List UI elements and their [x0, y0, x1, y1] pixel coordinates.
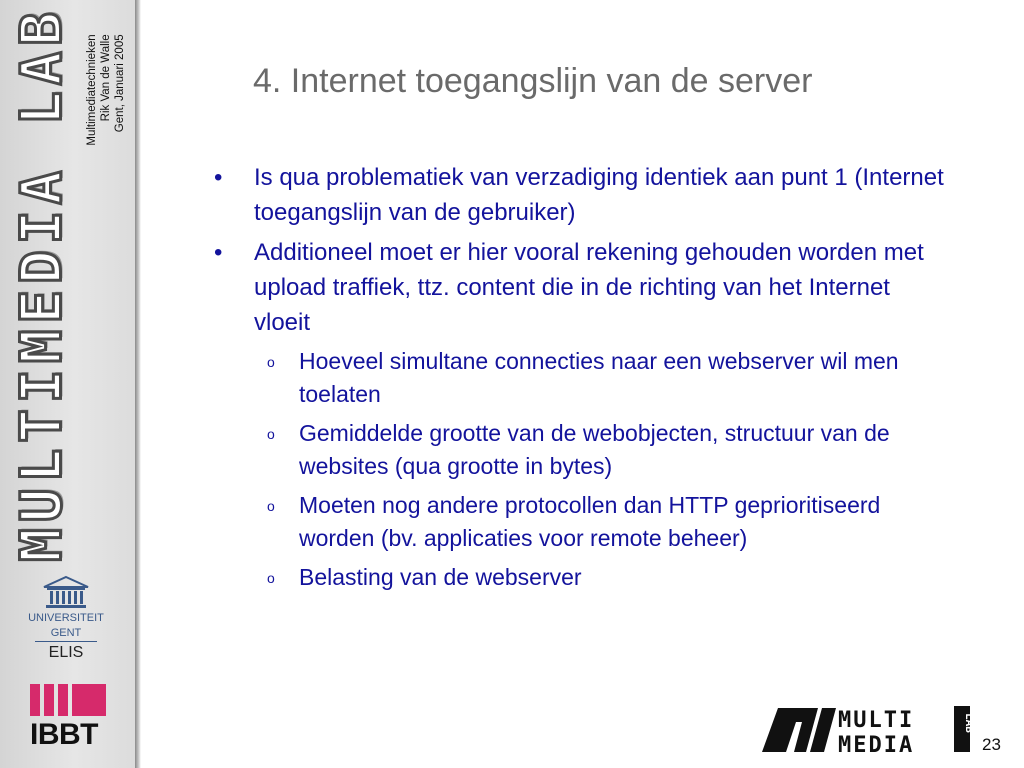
course-name: Multimediatechnieken [86, 34, 98, 146]
course-date: Gent, Januari 2005 [114, 34, 126, 133]
sub-bullet-text: Hoeveel simultane connecties naar een webserver wil men toelaten [299, 348, 899, 407]
circle-bullet-icon: o [267, 498, 275, 514]
ibbt-wordmark: IBBT [30, 718, 98, 751]
sub-bullet-text: Gemiddelde grootte van de webobjecten, structuur van de websites (qua grootte in bytes) [299, 420, 890, 479]
divider [35, 641, 97, 642]
circle-bullet-icon: o [267, 354, 275, 370]
sub-bullet-item [212, 489, 947, 555]
logo-word-lab: LAB [963, 713, 976, 733]
bullet-text: Additioneel moet er hier vooral rekening gehouden worden met upload traffiek, ttz. content die in de richting van het Internet vloeit [254, 239, 924, 336]
sub-bullet-item [212, 561, 947, 594]
ibbt-bars-icon [30, 684, 108, 716]
sub-bullet-text: Moeten nog andere protocollen dan HTTP geprioritiseerd worden (bv. applicaties voor remote beheer) [299, 492, 881, 551]
ibbt-logo [30, 684, 108, 754]
circle-bullet-icon: o [267, 426, 275, 442]
bullet-text: Is qua problematiek van verzadiging identiek aan punt 1 (Internet toegangslijn van de gebruiker) [254, 164, 944, 226]
sub-bullet-text: Belasting van de webserver [299, 564, 582, 590]
bullet-icon: • [214, 164, 223, 191]
university-name-line2: GENT [50, 627, 82, 639]
logo-word-multi: MULTI [838, 708, 915, 733]
sub-bullet-item [212, 417, 947, 483]
page-number: 23 [982, 735, 1001, 754]
slide-title: 4. Internet toegangslijn van de server [253, 62, 813, 100]
multi-media-lab-logo-icon [760, 700, 976, 758]
lecturer-name: Rik Van de Walle [100, 34, 112, 122]
sidebar [0, 0, 135, 768]
logo-word-media: MEDIA [838, 733, 915, 758]
bullet-icon: • [214, 239, 223, 266]
bullet-item [212, 235, 947, 340]
university-name-line1: UNIVERSITEIT [28, 612, 104, 624]
sub-bullet-item [212, 345, 947, 411]
ugent-logo [26, 575, 106, 670]
slide-body [212, 160, 947, 600]
bullet-item [212, 160, 947, 230]
university-building-icon [42, 575, 90, 609]
multimedia-lab-logo [760, 700, 976, 758]
department-label: ELIS [48, 644, 84, 661]
wordmark-text: MULTIMEDIA LAB [9, 5, 75, 563]
circle-bullet-icon: o [267, 570, 275, 586]
sidebar-shadow [135, 0, 141, 768]
